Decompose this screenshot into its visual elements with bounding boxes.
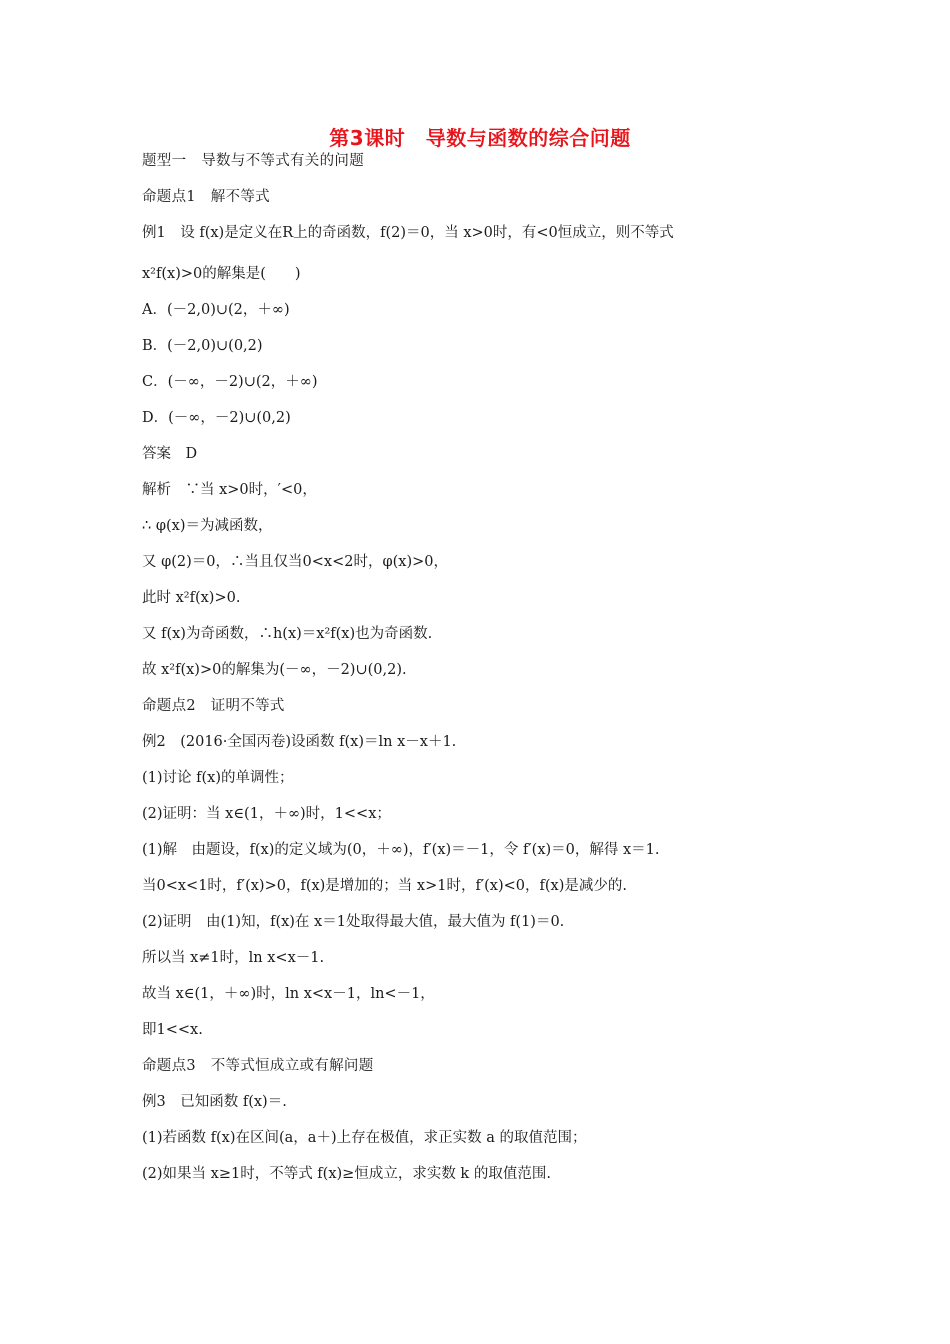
solution-line: 故 x²f(x)>0的解集为(－∞，－2)∪(0,2). xyxy=(142,662,407,678)
section-heading: 题型一 导数与不等式有关的问题 xyxy=(142,153,364,169)
solution-line: 当0<x<1时，f′(x)>0，f(x)是增加的；当 x>1时，f′(x)<0，f(x)是减少的. xyxy=(142,878,627,894)
subsection-heading: 命题点3 不等式恒成立或有解问题 xyxy=(142,1058,374,1074)
solution-line: (1)解 由题设，f(x)的定义域为(0，＋∞)，f′(x)＝－1，令 f′(x)＝0，解得 x＝1. xyxy=(142,842,660,858)
example-2-part-2: (2)证明：当 x∈(1，＋∞)时，1<<x； xyxy=(142,806,391,822)
subsection-heading: 命题点1 解不等式 xyxy=(142,189,270,205)
solution-line: 所以当 x≠1时，ln x<x－1. xyxy=(142,950,325,966)
option-a: A．(－2,0)∪(2，＋∞) xyxy=(142,302,290,318)
subsection-heading: 命题点2 证明不等式 xyxy=(142,698,285,714)
example-3-part-1: (1)若函数 f(x)在区间(a，a＋)上存在极值，求正实数 a 的取值范围； xyxy=(142,1130,587,1146)
example-1-statement-cont: x²f(x)>0的解集是( ) xyxy=(142,266,301,282)
option-d: D．(－∞，－2)∪(0,2) xyxy=(142,410,291,426)
option-c: C．(－∞，－2)∪(2，＋∞) xyxy=(142,374,318,390)
option-b: B．(－2,0)∪(0,2) xyxy=(142,338,263,354)
example-1-statement: 例1 设 f(x)是定义在R上的奇函数，f(2)＝0，当 x>0时，有<0恒成立，则不等式 xyxy=(142,225,674,241)
example-3-part-2: (2)如果当 x≥1时，不等式 f(x)≥恒成立，求实数 k 的取值范围. xyxy=(142,1166,551,1182)
solution-line: 故当 x∈(1，＋∞)时，ln x<x－1，ln<－1， xyxy=(142,986,435,1002)
example-3-statement: 例3 已知函数 f(x)＝. xyxy=(142,1094,287,1110)
example-2-part-1: (1)讨论 f(x)的单调性； xyxy=(142,770,294,786)
solution-line: 解析 ∵当 x>0时，′<0， xyxy=(142,482,317,498)
answer: 答案 D xyxy=(142,446,198,462)
solution-line: ∴ φ(x)＝为减函数， xyxy=(142,518,273,534)
solution-line: (2)证明 由(1)知，f(x)在 x＝1处取得最大值，最大值为 f(1)＝0. xyxy=(142,914,565,930)
solution-line: 即1<<x. xyxy=(142,1022,203,1038)
solution-line: 又 φ(2)＝0，∴当且仅当0<x<2时，φ(x)>0， xyxy=(142,554,448,570)
solution-line: 又 f(x)为奇函数，∴h(x)＝x²f(x)也为奇函数. xyxy=(142,626,433,642)
example-2-statement: 例2 (2016·全国丙卷)设函数 f(x)＝ln x－x＋1. xyxy=(142,734,457,750)
page-title: 第3课时 导数与函数的综合问题 xyxy=(329,126,631,150)
solution-line: 此时 x²f(x)>0. xyxy=(142,590,241,606)
